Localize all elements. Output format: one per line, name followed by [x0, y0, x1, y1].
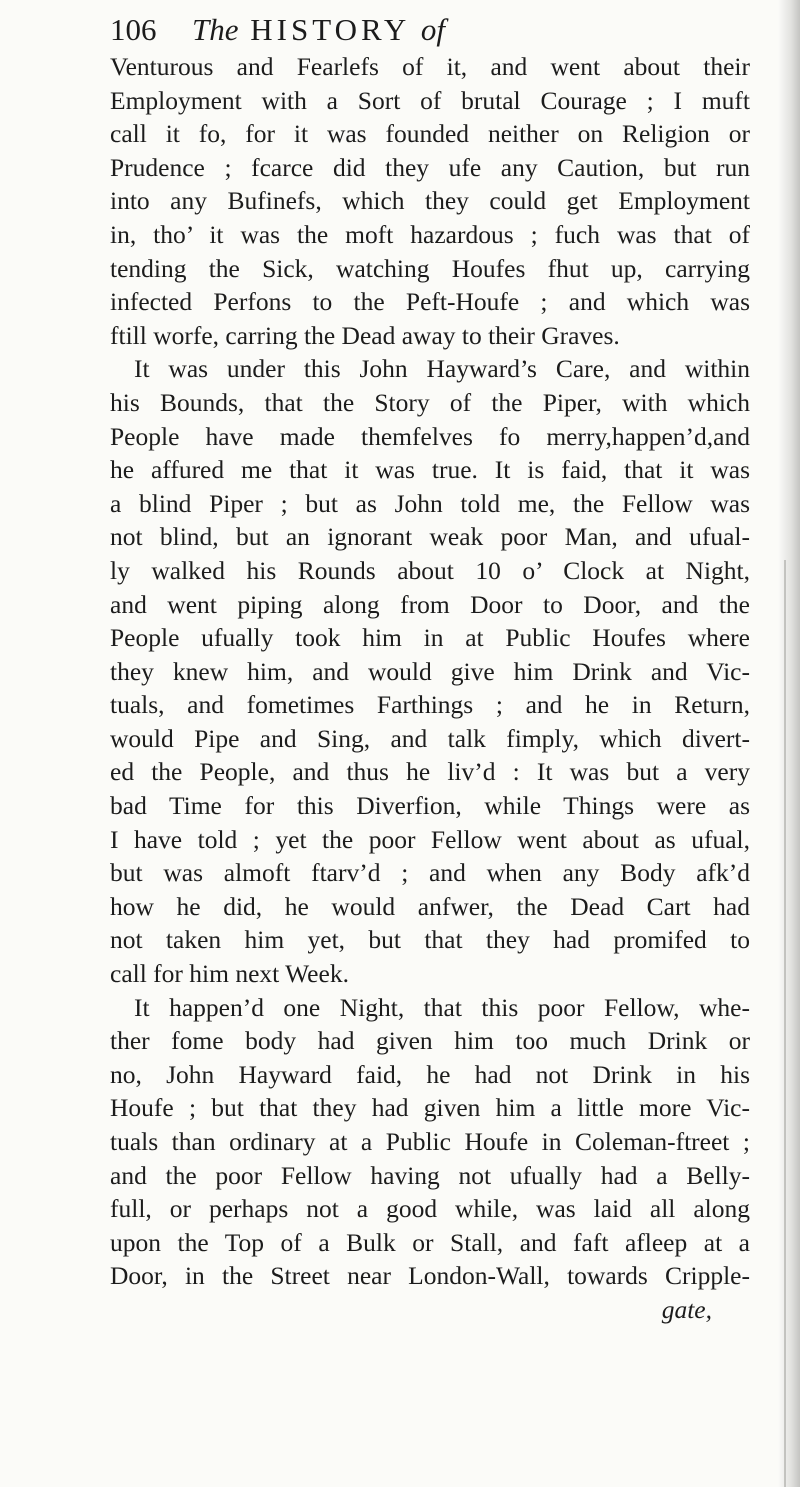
text-line: infected Perfons to the Peft-Houfe ; and which was — [110, 287, 750, 317]
running-title-suffix: of — [420, 12, 446, 47]
text-line: Door, in the Street near London-Wall, towards Cripple- — [110, 1261, 750, 1291]
text-line: It happen’d one Night, that this poor Fellow, whe- — [134, 992, 750, 1022]
text-line: bad Time for this Diverfion, while Things were as — [110, 791, 750, 821]
text-line: ther fome body had given him too much Drink or — [110, 1026, 750, 1056]
page-header — [110, 10, 750, 50]
text-line: tuals, and fometimes Farthings ; and he in Return, — [110, 690, 750, 720]
text-line: and the poor Fellow having not ufually had a Belly- — [110, 1160, 750, 1190]
running-title — [192, 10, 445, 50]
catchword: gate, — [661, 1294, 712, 1324]
page-edge-line — [784, 560, 786, 1487]
text-line: and went piping along from Door to Door, and the — [110, 589, 750, 619]
text-line: not blind, but an ignorant weak poor Man, and ufual- — [110, 522, 750, 552]
text-line: a blind Piper ; but as John told me, the Fellow was — [110, 488, 750, 518]
text-line: People have made themfelves fo merry,happen’d,and — [110, 421, 750, 451]
text-line: tuals than ordinary at a Public Houfe in Coleman-ftreet ; — [110, 1127, 750, 1156]
text-line: upon the Top of a Bulk or Stall, and faft afleep at a — [110, 1227, 750, 1257]
text-line: not taken him yet, but that they had promifed to — [110, 925, 750, 955]
text-line: Venturous and Fearlefs of it, and went about their — [110, 52, 750, 81]
text-line: call it fo, for it was founded neither on Religion or — [110, 119, 750, 149]
text-line: ftill worfe, carring the Dead away to their Graves. — [110, 320, 620, 350]
page-edge-shadow — [778, 0, 800, 1487]
text-line: Houfe ; but that they had given him a little more Vic- — [110, 1093, 750, 1123]
text-line: into any Bufinefs, which they could get Employment — [110, 186, 750, 216]
text-line: Prudence ; fcarce did they ufe any Caution, but run — [110, 152, 750, 182]
text-line: but was almoft ftarv’d ; and when any Body afk’d — [110, 858, 750, 888]
text-line: Employment with a Sort of brutal Courage ; I muft — [110, 85, 750, 115]
text-line: call for him next Week. — [110, 959, 349, 989]
running-title-prefix: The — [192, 12, 239, 47]
text-line: would Pipe and Sing, and talk fimply, which divert- — [110, 723, 750, 753]
text-line: People ufually took him in at Public Houfes where — [110, 623, 750, 653]
text-line: he affured me that it was true. It is faid, that it was — [110, 455, 750, 485]
text-line: tending the Sick, watching Houfes fhut up, carrying — [110, 253, 750, 283]
text-line: full, or perhaps not a good while, was laid all along — [110, 1194, 750, 1224]
text-line: how he did, he would anfwer, the Dead Cart had — [110, 891, 750, 921]
text-line: It was under this John Hayward’s Care, and within — [134, 354, 750, 384]
text-line: no, John Hayward faid, he had not Drink in his — [110, 1059, 750, 1089]
body-text — [110, 50, 750, 1327]
text-line: ly walked his Rounds about 10 o’ Clock at Night, — [110, 555, 750, 585]
text-line: his Bounds, that the Story of the Piper, with which — [110, 387, 750, 417]
text-line: ed the People, and thus he liv’d : It was but a very — [110, 757, 750, 787]
text-line: they knew him, and would give him Drink and Vic- — [110, 656, 750, 686]
running-title-main: HISTORY — [250, 12, 410, 47]
page-number: 106 — [110, 12, 157, 47]
text-line: I have told ; yet the poor Fellow went about as ufual, — [110, 824, 750, 854]
text-line: in, tho’ it was the moft hazardous ; fuch was that of — [110, 219, 750, 249]
